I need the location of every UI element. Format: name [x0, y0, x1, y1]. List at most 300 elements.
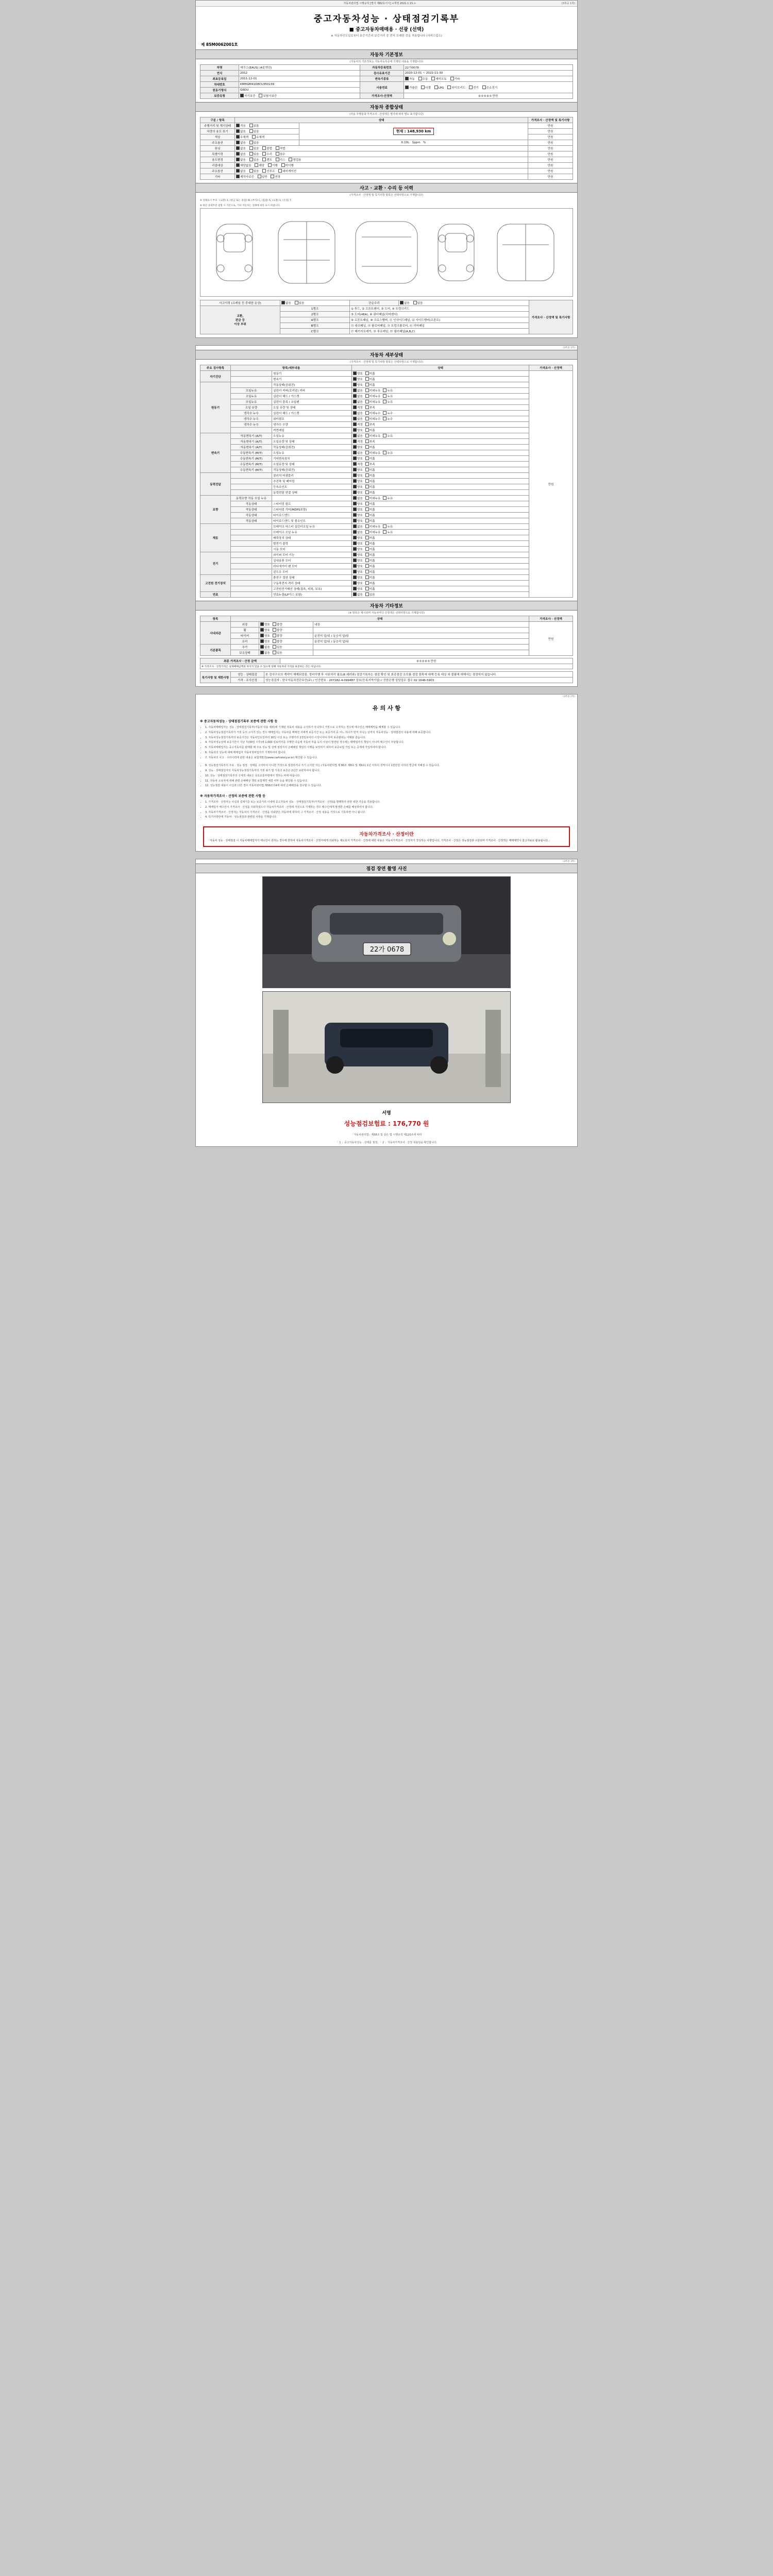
th-status: 상태 [352, 365, 529, 371]
checkbox-양호[interactable]: 양호 [353, 581, 363, 585]
checkbox-미흡[interactable]: 미흡 [365, 490, 375, 495]
checkbox-부족[interactable]: 부족 [365, 422, 375, 427]
checkbox-미흡[interactable]: 미흡 [365, 581, 375, 585]
fee-label: 성능점검보험료 : [344, 1120, 391, 1127]
th-state: 상태 [235, 117, 528, 123]
checkbox-warranty-self[interactable]: 자기보증 [240, 94, 256, 98]
table-row [200, 672, 573, 677]
checkbox-불량[interactable]: 불량 [273, 622, 282, 626]
other-extra-cell: 내장 [313, 622, 529, 628]
detail-sub-label [231, 552, 272, 558]
checkbox-미흡[interactable]: 미흡 [365, 564, 375, 568]
signature-label: 서명 [382, 1111, 391, 1116]
value-fuel [404, 82, 573, 93]
table-row [200, 439, 573, 445]
detail-sub-label [231, 541, 272, 547]
detail-sub-label [231, 382, 272, 388]
table-row [200, 639, 573, 645]
detail-sub-label [231, 558, 272, 564]
checkbox-양호[interactable]: 양호 [353, 558, 363, 563]
table-row [200, 394, 573, 399]
checkbox-usechange-biz[interactable]: 영업용 [289, 158, 301, 162]
table-row [200, 541, 573, 547]
legal-footer-1: 「자동차관리법」제58조 및 같은 법 시행규칙 제120조에 따라 [351, 1133, 422, 1137]
checkbox-양호[interactable]: 양호 [353, 456, 363, 461]
other-item-label: 타이어 [231, 633, 259, 639]
row-opts-options [235, 140, 299, 146]
other-extra-cell [313, 645, 529, 650]
detail-status-cell [352, 473, 529, 479]
frame-rank-3: B랭크 [280, 323, 350, 329]
checkbox-mileage-normal[interactable]: 보통 [249, 124, 259, 128]
checkbox-recall-na[interactable]: 해당없음 [236, 163, 251, 167]
checkbox-부족[interactable]: 부족 [365, 439, 375, 444]
notice-item: • 8. 성능점검기록부의 주요 · 성능 점검 · 상태를 고지하지 아니한 거짓으로 점검하거나 자기 고지한 자는 (자동차관리법 제 80조 제8호 및 제9호) 1년 이하의 징역이나 1천만원 이하의 벌금에 처해질 수 있습니다. [205, 764, 573, 768]
checkbox-transmission-auto[interactable]: 자동 [405, 77, 415, 81]
table-row [200, 433, 573, 439]
checkbox-transmission-etc[interactable]: 기타 [450, 77, 460, 81]
th-other-state: 상태 [231, 616, 529, 622]
checkbox-accident-yes[interactable]: 있음 [295, 301, 305, 305]
detail-group-label: 변속기 [200, 433, 231, 473]
checkbox-양호[interactable]: 양호 [353, 371, 363, 376]
mileage-reading: 현재 : 148,930 km [393, 128, 434, 135]
checkbox-양호[interactable]: 양호 [353, 541, 363, 546]
checkbox-etc-extended[interactable]: 연장 [271, 175, 280, 179]
row-opts-etc [235, 174, 528, 180]
th-detail-estimate: 가격조사 · 산정액 [529, 365, 573, 371]
table-row [200, 371, 573, 377]
checkbox-있음[interactable]: 있음 [365, 592, 375, 597]
other-extra-cell: 운전석 앞/뒤 / 동승석 앞/뒤 [313, 639, 529, 645]
detail-sub-label: 냉각수 누수 [231, 411, 272, 416]
checkbox-tuning-none[interactable]: 없음 [236, 146, 246, 150]
table-row [200, 399, 573, 405]
photo-underbody-svg [263, 992, 510, 1103]
label-simple-repair: 단순수리 [350, 300, 399, 306]
detail-status-cell [352, 490, 529, 496]
inspection-insurance-fee [196, 1116, 577, 1131]
table-row [200, 586, 573, 592]
checkbox-미흡[interactable]: 미흡 [365, 547, 375, 551]
section-note-other: (※ 항목은 제시되며 자동차마다 산정액은 선택사항으로 기재합니다) [348, 612, 425, 615]
checkbox-양호[interactable]: 양호 [353, 587, 363, 591]
value-year: 2012 [239, 71, 360, 76]
detail-item-label: 냉각수 수량 [272, 422, 352, 428]
checkbox-etc-maker[interactable]: 제작사보증 [236, 175, 254, 179]
checkbox-미흡[interactable]: 미흡 [365, 468, 375, 472]
checkbox-미흡[interactable]: 미흡 [365, 507, 375, 512]
detail-sub-label: 냉각수 누수 [231, 416, 272, 422]
checkbox-양호[interactable]: 양호 [353, 575, 363, 580]
other-item-label: 보유상태 [231, 650, 259, 656]
label-accident-estimate: 가격조사 · 산정액 및 특기사항 [529, 300, 573, 334]
checkbox-미흡[interactable]: 미흡 [365, 587, 375, 591]
checkbox-누유[interactable]: 누유 [383, 530, 393, 534]
notice-item: • 3. 자동차성능점검기록부의 보증기간은 자동차인도일부터 30일 이상 또는 주행거리 2천킬로미터 이상이어야 하며 보증범위는 아래와 같습니다. [205, 736, 573, 740]
page-tag-4: (3쪽중 3쪽) [563, 860, 575, 863]
table-header-row [200, 365, 573, 371]
label-vin: 차대번호 [200, 82, 239, 88]
checkbox-없음[interactable]: 없음 [353, 524, 363, 529]
checkbox-누유[interactable]: 누유 [383, 388, 393, 393]
checkbox-color-achromatic[interactable]: 무채색 [236, 135, 248, 139]
value-first-reg: 2011-12-01 [239, 76, 360, 82]
table-row [200, 664, 573, 669]
checkbox-양호[interactable]: 양호 [353, 502, 363, 506]
estimate-recall: 만원 [528, 163, 573, 168]
checkbox-미흡[interactable]: 미흡 [365, 502, 375, 506]
detail-item-label: 고전원전기배선 상태(접속, 피복, 보호) [272, 586, 352, 592]
remarks-key-1: 가격 · 조사산정 [231, 677, 264, 683]
checkbox-없음[interactable]: 없음 [353, 451, 363, 455]
row-label-usage-mark: 차량의 용도 표기 [200, 129, 235, 134]
checkbox-양호[interactable]: 양호 [353, 479, 363, 483]
checkbox-usechange-yes[interactable]: 있음 [249, 158, 259, 162]
checkbox-majoropt-navi[interactable]: 네비게이션 [278, 169, 296, 173]
checkbox-있음[interactable]: 있음 [273, 651, 282, 655]
photo-front-svg [263, 877, 510, 988]
other-item-label: 유리 [231, 639, 259, 645]
checkbox-미세누수[interactable]: 미세누수 [365, 417, 381, 421]
checkbox-없음[interactable]: 없음 [353, 592, 363, 597]
value-engine-type: G6DU [239, 88, 360, 93]
checkbox-미흡[interactable]: 미흡 [365, 541, 375, 546]
checkbox-양호[interactable]: 양호 [353, 536, 363, 540]
checkbox-양호[interactable]: 양호 [353, 473, 363, 478]
checkbox-양호[interactable]: 양호 [353, 507, 363, 512]
checkbox-tuning-legal[interactable]: 적법 [276, 146, 285, 150]
detail-item-label: 워터펌프 [272, 416, 352, 422]
checkbox-recall-undone[interactable]: 미이행 [281, 163, 294, 167]
checkbox-warranty-insurance[interactable]: 보험사보증 [259, 94, 277, 98]
value-plate: 22가0078 [404, 65, 573, 71]
checkbox-simple-none[interactable]: 없음 [400, 301, 410, 305]
checkbox-있음[interactable]: 있음 [273, 645, 282, 649]
sheet-page-3 [195, 694, 578, 852]
opts-accident-history [280, 300, 350, 306]
row-label-usage-change: 용도변경 [200, 157, 235, 163]
detail-status-cell [352, 530, 529, 535]
checkbox-양호[interactable]: 양호 [260, 639, 270, 643]
checkbox-fuel-gasoline[interactable]: 가솔린 [405, 86, 417, 90]
checkbox-options-yes[interactable]: 있음 [249, 141, 259, 145]
checkbox-transmission-manual[interactable]: 수동 [418, 77, 428, 81]
checkbox-미흡[interactable]: 미흡 [365, 553, 375, 557]
inspection-photo-front [262, 876, 511, 988]
checkbox-usechange-lease[interactable]: 리스 [276, 158, 285, 162]
value-transmission [404, 76, 573, 82]
checkbox-color-chromatic[interactable]: 유채색 [252, 135, 264, 139]
checkbox-양호[interactable]: 양호 [353, 564, 363, 568]
checkbox-미흡[interactable]: 미흡 [365, 383, 375, 387]
detail-status-cell [352, 484, 529, 490]
checkbox-미흡[interactable]: 미흡 [365, 473, 375, 478]
table-row [200, 564, 573, 569]
checkbox-누유[interactable]: 누유 [383, 451, 393, 455]
other-status-cell [259, 633, 313, 639]
checkbox-적정[interactable]: 적정 [353, 405, 363, 410]
car-damage-diagram[interactable] [200, 208, 573, 297]
detail-status-cell [352, 371, 529, 377]
checkbox-적정[interactable]: 적정 [353, 439, 363, 444]
notice-head-2: ※ 자동차가격조사 · 산정의 보증에 관한 사항 등 [200, 794, 266, 798]
table-row [200, 76, 573, 82]
checkbox-없음[interactable]: 없음 [353, 411, 363, 415]
checkbox-etc-general[interactable]: 일반 [258, 175, 267, 179]
checkbox-양호[interactable]: 양호 [260, 622, 270, 626]
checkbox-부족[interactable]: 부족 [365, 405, 375, 410]
detail-sub-label [231, 428, 272, 433]
checkbox-누유[interactable]: 누유 [383, 496, 393, 500]
detail-status-cell [352, 541, 529, 547]
checkbox-양호[interactable]: 양호 [353, 513, 363, 517]
table-row [200, 524, 573, 530]
checkbox-미세누유[interactable]: 미세누유 [365, 530, 381, 534]
table-row [200, 163, 573, 168]
label-frame-parts: 교환, 판금 등 이상 부위 [200, 306, 280, 334]
checkbox-양호[interactable]: 양호 [353, 547, 363, 551]
checkbox-적정[interactable]: 적정 [353, 462, 363, 466]
other-item-label: 추가 [231, 645, 259, 650]
checkbox-누수[interactable]: 누수 [383, 411, 393, 415]
notice-head-1: ※ 중고자동차성능 · 상태점검기록부 보증에 관한 사항 등 [200, 720, 278, 723]
frame-rank-4: C랭크 [280, 329, 350, 334]
checkbox-special-yes[interactable]: 있음 [249, 152, 259, 156]
detail-status-cell [352, 592, 529, 598]
checkbox-미흡[interactable]: 미흡 [365, 513, 375, 517]
checkbox-미세누유[interactable]: 미세누유 [365, 496, 381, 500]
checkbox-미흡[interactable]: 미흡 [365, 479, 375, 483]
checkbox-미세누유[interactable]: 미세누유 [365, 434, 381, 438]
checkbox-majoropt-yes[interactable]: 있음 [249, 169, 259, 173]
checkbox-tuning-illegal[interactable]: 불법 [262, 146, 272, 150]
checkbox-양호[interactable]: 양호 [353, 445, 363, 449]
checkbox-usechange-rent[interactable]: 렌트 [262, 158, 272, 162]
detail-sub-label: 오일누유 [231, 394, 272, 399]
notice-item: • 2. 자동차성능점검기록부가 거짓 등의 고지가 있는 경우 매매업자는 자동차를 매매한 자에게 보증기간 또는 보증거리 중 어느 하나가 먼저 지나는 날까지 자동차성능 · 상태점검의 내용에 대해 보증합니다. [205, 731, 573, 735]
other-status-cell [259, 650, 313, 656]
detail-item-label: 실린더 블록 / 오일팬 [272, 399, 352, 405]
detail-sub-label [231, 530, 272, 535]
table-row [200, 405, 573, 411]
checkbox-양호[interactable]: 양호 [260, 628, 270, 632]
frame-rank-1: 2랭크 [280, 312, 350, 317]
estimate-majoropt: 만원 [528, 168, 573, 174]
value-vin: KMHGM41D8CU350239 [239, 82, 360, 88]
checkbox-미세누유[interactable]: 미세누유 [365, 400, 381, 404]
checkbox-미세누수[interactable]: 미세누수 [365, 411, 381, 415]
checkbox-미세누유[interactable]: 미세누유 [365, 524, 381, 529]
checkbox-usechange-none[interactable]: 없음 [236, 158, 246, 162]
frame-rank-0: 1랭크 [280, 306, 350, 312]
checkbox-양호[interactable]: 양호 [260, 634, 270, 638]
table-row [200, 633, 573, 639]
detail-item-label: 스티어링 펌프 [272, 501, 352, 507]
checkbox-미흡[interactable]: 미흡 [365, 575, 375, 580]
checkbox-usage-none[interactable]: 없음 [236, 129, 246, 133]
checkbox-없음[interactable]: 없음 [353, 530, 363, 534]
notice-item: • 9. 성능 · 상태점검자의 자동차성능점검기록부의 거짓 표기 및 기록의 보존은 2년간 보관하여야 합니다. [205, 769, 573, 773]
table-row [200, 462, 573, 467]
page-title: 중고자동차성능 · 상태점검기록부 [313, 14, 460, 24]
checkbox-majoropt-none[interactable]: 없음 [236, 169, 246, 173]
checkbox-options-none[interactable]: 없음 [236, 141, 246, 145]
table-row [200, 558, 573, 564]
checkbox-양호[interactable]: 양호 [353, 490, 363, 495]
detail-status-cell [352, 411, 529, 416]
checkbox-없음[interactable]: 없음 [353, 496, 363, 500]
table-row [200, 467, 573, 473]
checkbox-불량[interactable]: 불량 [273, 634, 282, 638]
checkbox-미세누유[interactable]: 미세누유 [365, 394, 381, 398]
detail-item-label: 실린더 커버(로커암) 커버 [272, 388, 352, 394]
section-title-other: 자동차 기타정보 [196, 601, 577, 611]
checkbox-fuel-hydrogen[interactable]: 수소전기 [482, 86, 498, 90]
checkbox-양호[interactable]: 양호 [353, 553, 363, 557]
checkbox-fuel-hybrid[interactable]: 하이브리드 [447, 86, 465, 90]
checkbox-미세누유[interactable]: 미세누유 [365, 451, 381, 455]
table-row [200, 168, 573, 174]
checkbox-미흡[interactable]: 미흡 [365, 485, 375, 489]
checkbox-없음[interactable]: 없음 [353, 394, 363, 398]
checkbox-미흡[interactable]: 미흡 [365, 377, 375, 381]
detail-sub-label [231, 535, 272, 541]
table-row [200, 174, 573, 180]
estimate-color: 만원 [528, 134, 573, 140]
estimate-tuning: 만원 [528, 146, 573, 151]
remarks-value-0: 본 검사구조의 계약이 해제되었음. 정비이행 후 서류처리 필요(6 세러와) 점검기록부는 점검 확인 및 최종점검 소모품 점검 항목에 대해 등록 대상 외 물품에 대해서는 점검하지 않습니다. [264, 672, 573, 677]
value-inspection-period: 2020-12-01 ~ 2022-11-30 [404, 71, 573, 76]
detail-status-cell [352, 428, 529, 433]
detail-item-label: 스티어링 기어(MDPS포함) [272, 507, 352, 513]
table-row [200, 479, 573, 484]
checkbox-recall-yes[interactable]: 해당 [255, 163, 264, 167]
detail-item-label: 배력장치 상태 [272, 535, 352, 541]
row-label-color: 색상 [200, 134, 235, 140]
table-row [200, 416, 573, 422]
checkbox-미흡[interactable]: 미흡 [365, 558, 375, 563]
checkbox-special-flood[interactable]: 침수 [276, 152, 285, 156]
checkbox-양호[interactable]: 양호 [353, 468, 363, 472]
checkbox-usage-yes[interactable]: 있음 [249, 129, 259, 133]
checkbox-없음[interactable]: 없음 [260, 651, 270, 655]
checkbox-majoropt-sunroof[interactable]: 선루프 [262, 169, 275, 173]
th-other-item: 항목 [200, 616, 231, 622]
detail-status-cell [352, 467, 529, 473]
checkbox-미흡[interactable]: 미흡 [365, 570, 375, 574]
checkbox-tuning-yes[interactable]: 있음 [249, 146, 259, 150]
checkbox-없음[interactable]: 없음 [353, 417, 363, 421]
checkbox-fuel-lpg[interactable]: LPG [434, 86, 444, 90]
checkbox-미세누유[interactable]: 미세누유 [365, 388, 381, 393]
form-legal-text: 자동차관리법 시행규칙 [별지 제82호서식] <개정 2021.1.15.> [343, 2, 416, 5]
checkbox-미흡[interactable]: 미흡 [365, 519, 375, 523]
table-row [200, 535, 573, 541]
detail-sub-label [231, 377, 272, 382]
checkbox-양호[interactable]: 양호 [353, 383, 363, 387]
checkbox-없음[interactable]: 없음 [260, 645, 270, 649]
checkbox-누유[interactable]: 누유 [383, 434, 393, 438]
table-row [200, 445, 573, 450]
checkbox-mileage-low[interactable]: 적음 [236, 124, 246, 128]
checkbox-불량[interactable]: 불량 [273, 639, 282, 643]
detail-status-cell [352, 535, 529, 541]
detail-status-cell [352, 462, 529, 467]
detail-status-cell [352, 399, 529, 405]
checkbox-transmission-semi[interactable]: 세미오토 [431, 77, 447, 81]
detail-status-cell [352, 558, 529, 564]
checkbox-없음[interactable]: 없음 [353, 434, 363, 438]
checkbox-양호[interactable]: 양호 [353, 570, 363, 574]
checkbox-recall-done[interactable]: 이행 [268, 163, 278, 167]
other-extra-cell [313, 650, 529, 656]
checkbox-미흡[interactable]: 미흡 [365, 456, 375, 461]
row-label-recall: 리콜대상 [200, 163, 235, 168]
checkbox-누유[interactable]: 누유 [383, 400, 393, 404]
detail-sub-label: 자동변속기 (A/T) [231, 433, 272, 439]
accident-history-wrap [196, 300, 577, 337]
checkbox-미흡[interactable]: 미흡 [365, 536, 375, 540]
other-status-cell [259, 639, 313, 645]
label-inspection-period: 검사유효기간 [360, 71, 404, 76]
checkbox-fuel-ev[interactable]: 전기 [469, 86, 479, 90]
checkbox-양호[interactable]: 양호 [353, 519, 363, 523]
checkbox-누유[interactable]: 누유 [383, 394, 393, 398]
checkbox-미흡[interactable]: 미흡 [365, 445, 375, 449]
checkbox-양호[interactable]: 양호 [353, 428, 363, 432]
checkbox-적정[interactable]: 적정 [353, 422, 363, 427]
table-row [200, 650, 573, 656]
other-status-cell [259, 622, 313, 628]
remarks-value-1: 성능점검자 : 한국자동차진단보증(주) / 인증번호 : 207182-4-099487 상호(등록지역기업) / 신한은행 상담업무 접수 02 1646-5903 [264, 677, 573, 683]
page-subtitle: ■ 중고자동차매매용 · 선광 (선택) [349, 27, 424, 32]
checkbox-부족[interactable]: 부족 [365, 462, 375, 466]
detail-item-label: 브레이크 마스터 실린더오일 누유 [272, 524, 352, 530]
row-opts-recall [235, 163, 528, 168]
checkbox-없음[interactable]: 없음 [353, 388, 363, 393]
table-row [200, 677, 573, 683]
checkbox-미흡[interactable]: 미흡 [365, 428, 375, 432]
detail-status-cell [352, 479, 529, 484]
checkbox-누유[interactable]: 누유 [383, 524, 393, 529]
table-row [200, 496, 573, 501]
checkbox-없음[interactable]: 없음 [353, 400, 363, 404]
checkbox-미흡[interactable]: 미흡 [365, 371, 375, 376]
checkbox-누수[interactable]: 누수 [383, 417, 393, 421]
detail-status-cell [352, 433, 529, 439]
checkbox-simple-yes[interactable]: 있음 [413, 301, 423, 305]
plate-text-front: 22가 0678 [369, 946, 405, 954]
detail-sub-label: 작동상태 [231, 501, 272, 507]
checkbox-special-repair[interactable]: 수리 [262, 152, 272, 156]
checkbox-fuel-diesel[interactable]: 디젤 [421, 86, 431, 90]
checkbox-special-none[interactable]: 없음 [236, 152, 246, 156]
detail-status-cell [352, 501, 529, 507]
checkbox-양호[interactable]: 양호 [353, 377, 363, 381]
detail-group-label: 고전원 전기장치 [200, 575, 231, 592]
detail-status-cell [352, 377, 529, 382]
row-label-options: 주요옵션 [200, 140, 235, 146]
checkbox-불량[interactable]: 불량 [273, 628, 282, 632]
table-row [200, 628, 573, 633]
detail-sub-label [231, 547, 272, 552]
total-estimate-table [200, 658, 573, 669]
checkbox-accident-none[interactable]: 없음 [281, 301, 291, 305]
checkbox-양호[interactable]: 양호 [353, 485, 363, 489]
row-label-mileage: 주행거리 및 계기상태 [200, 123, 235, 129]
detail-status-cell [352, 388, 529, 394]
